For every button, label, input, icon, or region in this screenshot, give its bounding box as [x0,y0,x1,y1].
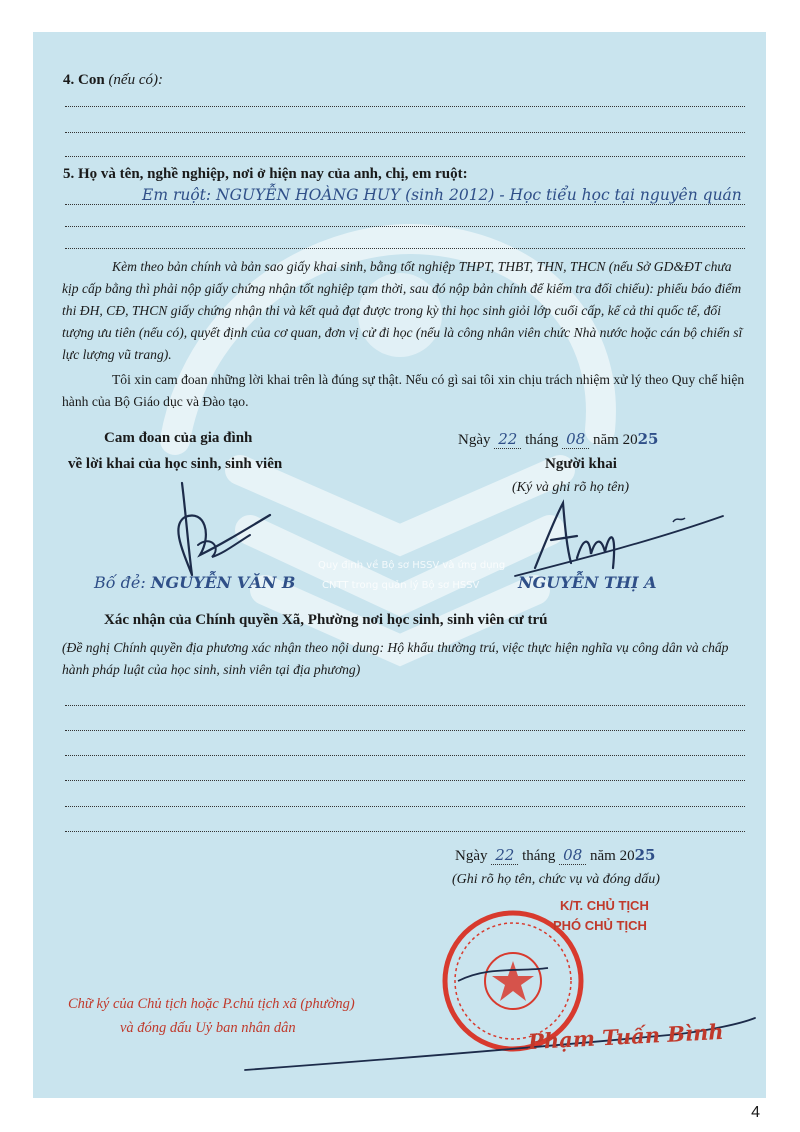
confirmation-note: (Đề nghị Chính quyền địa phương xác nhận theo nội dung: Hộ khẩu thường trú, việc thực hiện nghĩa vụ công dân và chấp hành pháp luật của học sinh, sinh viên tại địa phương) [62,640,729,677]
confirm-month-field[interactable] [559,848,586,865]
attachments-paragraph: Kèm theo bản chính và bản sao giấy khai sinh, bằng tốt nghiệp THPT, THBT, THN, THCN (nếu Sở GD&ĐT chưa kịp cấp bằng thì phải nộp giấy chứng nhận tốt nghiệp tạm thời, sau đó nộp bản chính để kiểm tra đối chiếu): phiếu báo điểm thi ĐH, CĐ, THCN giấy chứng nhận thi và kết quả đạt được trong kỳ thi học sinh giỏi lớp cuối cấp, kể cả thi quốc tế, đối tượng ưu tiên (nếu có), quyết định của cơ quan, đơn vị cử đi học (nếu là công nhân viên chức Nhà nước hoặc cán bộ chiến sĩ lực lượng vũ trang). [62,259,743,362]
chairman-note-1: Chữ ký của Chủ tịch hoặc P.chủ tịch xã (phường) [68,996,355,1012]
section-4-title: 4. Con [63,72,105,88]
declarant-date [458,430,658,449]
confirm-year: 25 [634,846,656,864]
confirm-month: 08 [563,846,583,864]
confirmation-date [455,846,655,865]
declarant-day: 22 [498,430,518,448]
declarant-title: Người khai [545,456,617,472]
declarant-name: NGUYỄN THỊ A [518,573,657,592]
official-title-2: PHÓ CHỦ TỊCH [553,918,647,933]
sibling-entry: Em ruột: NGUYỄN HOÀNG HUY (sinh 2012) - Học tiểu học tại nguyên quán [142,186,742,204]
confirmation-line-6[interactable] [65,831,745,832]
family-pledge-subtitle: về lời khai của học sinh, sinh viên [68,456,283,472]
official-name: Phạm Tuấn Bình [527,1018,725,1055]
declarant-signature [505,488,735,583]
confirm-month-label: tháng [522,848,556,864]
page-number: 4 [751,1104,760,1121]
confirmation-line-1[interactable] [65,705,745,706]
watermark-text-2: CNTT trong quản lý Bộ sơ HSSV [322,580,480,591]
confirm-date-prefix: Ngày [455,848,488,864]
father-signature [150,475,290,585]
confirmation-line-5[interactable] [65,806,745,807]
section-5-line-2[interactable] [65,226,745,227]
section-5-line-1[interactable] [65,204,745,205]
section-4-line-1[interactable] [65,106,745,107]
confirmation-line-2[interactable] [65,730,745,731]
section-4-heading [63,72,163,89]
confirmation-line-3[interactable] [65,755,745,756]
father-signer-prefix: Bố đẻ: [94,573,146,592]
pledge-paragraph: Tôi xin cam đoan những lời khai trên là đúng sự thật. Nếu có gì sai tôi xin chịu trách nhiệm xử lý theo Quy chế hiện hành của Bộ Giáo dục và Đào tạo. [62,372,745,409]
confirmation-heading: Xác nhận của Chính quyền Xã, Phường nơi học sinh, sinh viên cư trú [104,612,548,628]
official-title-1: K/T. CHỦ TỊCH [560,898,649,913]
father-signer [94,573,295,592]
section-4-line-3[interactable] [65,156,745,157]
date-prefix: Ngày [458,432,491,448]
confirm-day: 22 [495,846,515,864]
father-signer-name: NGUYỄN VĂN B [150,573,296,592]
confirmation-line-4[interactable] [65,780,745,781]
section-5-line-3[interactable] [65,248,745,249]
watermark-text-1: Quy định về Bộ sơ HSSV và ứng dụng [318,560,506,571]
confirmation-sign-note: (Ghi rõ họ tên, chức vụ và đóng dấu) [452,872,660,887]
confirm-year-label: năm 20 [590,848,635,864]
section-4-note: (nếu có): [108,72,163,88]
declarant-month: 08 [566,430,586,448]
declarant-day-field[interactable] [494,432,521,449]
declarant-month-field[interactable] [562,432,589,449]
month-label: tháng [525,432,559,448]
declarant-year: 25 [637,430,659,448]
chairman-note-2: và đóng dấu Uỷ ban nhân dân [120,1020,296,1036]
declarant-subtitle: (Ký và ghi rõ họ tên) [512,480,630,495]
confirm-day-field[interactable] [491,848,518,865]
section-4-line-2[interactable] [65,132,745,133]
year-label: năm 20 [593,432,638,448]
section-5-heading: 5. Họ và tên, nghề nghiệp, nơi ở hiện nay của anh, chị, em ruột: [63,166,468,182]
family-pledge-title: Cam đoan của gia đình [104,430,253,446]
